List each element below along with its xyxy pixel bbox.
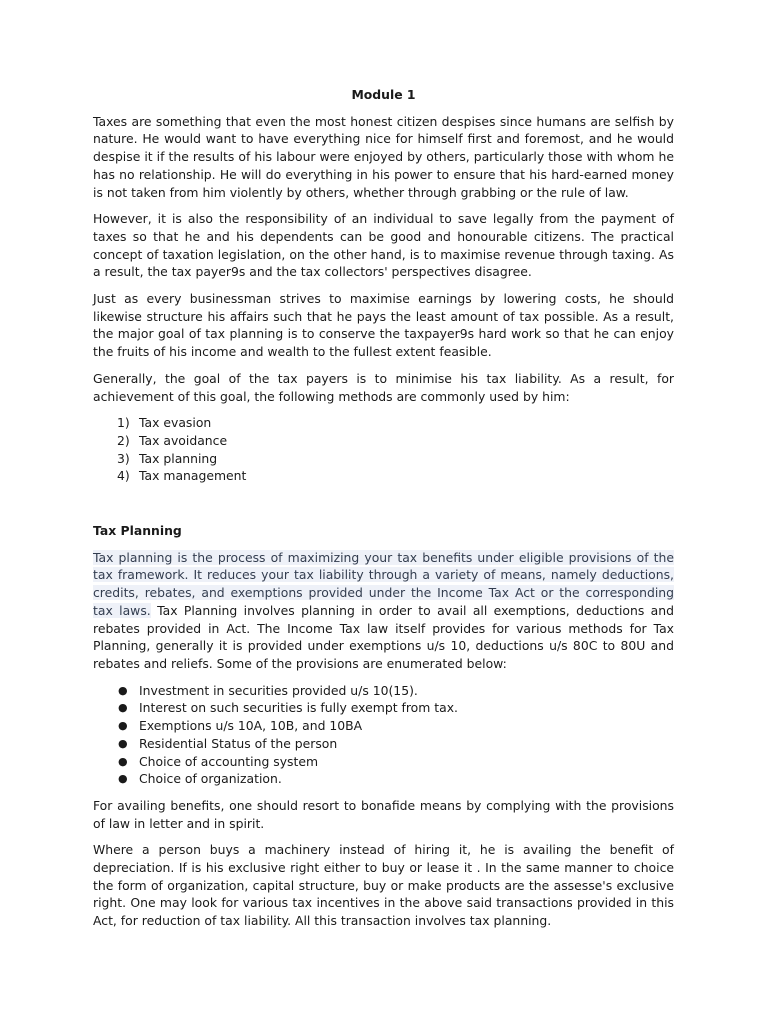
list-item [93, 414, 674, 432]
tax-planning-text: Tax Planning involves planning in order to avail all exemptions, deductions and rebates provided in Act. The Income Tax law itself provides for various methods for Tax Planning, generally it is provided under exemptions u/s 10, deductions u/s 80C to 80U and rebates and reliefs. Some of the provisions are enumerated below: [93, 602, 674, 671]
bullet-icon: ● [118, 772, 128, 786]
intro-paragraph-4: Generally, the goal of the tax payers is to minimise his tax liability. As a result, for achievement of this goal, the following methods are commonly used by him: [93, 370, 674, 404]
bullet-icon: ● [118, 736, 128, 750]
provisions-list [93, 682, 674, 788]
list-item [93, 432, 674, 450]
highlighted-definition: Tax planning is the process of maximizing your tax benefits under eligible provisions of the tax framework. It reduces your tax liability through a variety of means, namely deductions, credits, rebates, and exemptions provided under the Income Tax Act or the corresponding tax laws. [93, 549, 674, 618]
list-item-text: Tax avoidance [139, 432, 228, 448]
intro-paragraph-2: However, it is also the responsibility of an individual to save legally from the payment of taxes so that he and his dependents can be good and honourable citizens. The practical concept of taxation legislation, on the other hand, is to maximise revenue through taxing. As a result, the tax payer9s and the tax collectors' perspectives disagree. [93, 211, 674, 280]
section-heading-tax-planning: Tax Planning [93, 523, 182, 539]
list-marker: 4) [117, 468, 130, 484]
tax-planning-paragraph [93, 549, 674, 673]
list-item-text: Investment in securities provided u/s 10(15). [139, 682, 418, 698]
list-item-text: Exemptions u/s 10A, 10B, and 10BA [139, 718, 363, 734]
list-item [93, 699, 674, 717]
list-item [93, 450, 674, 468]
list-item [93, 682, 674, 700]
bullet-icon: ● [118, 701, 128, 715]
list-item-text: Tax planning [139, 450, 218, 466]
closing-paragraph-2: Where a person buys a machinery instead of hiring it, he is availing the benefit of depreciation. If is his exclusive right either to buy or lease it . In the same manner to choice the form of organization, capital structure, buy or make products are the assesse's exclusive right. One may look for various tax incentives in the above said transactions provided in this Act, for reduction of tax liability. All this transaction involves tax planning. [93, 842, 674, 929]
section-spacer [93, 494, 674, 522]
list-item-text: Choice of accounting system [139, 753, 319, 769]
methods-list [93, 414, 674, 485]
list-marker: 2) [117, 432, 130, 448]
list-item [93, 735, 674, 753]
list-marker: 1) [117, 415, 130, 431]
list-item-text: Tax management [139, 468, 247, 484]
list-item-text: Residential Status of the person [139, 735, 338, 751]
list-item [93, 467, 674, 485]
bullet-icon: ● [118, 754, 128, 768]
intro-paragraph-1: Taxes are something that even the most honest citizen despises since humans are selfish by nature. He would want to have everything nice for himself first and foremost, and he would despise it if the results of his labour were enjoyed by others, particularly those with whom he has no relationship. He will do everything in his power to ensure that his hard-earned money is not taken from him violently by others, whether through grabbing or the rule of law. [93, 113, 674, 200]
list-item-text: Choice of organization. [139, 771, 282, 787]
document-page [93, 86, 674, 939]
list-item [93, 717, 674, 735]
page-title: Module 1 [351, 87, 416, 102]
list-item-text: Tax evasion [139, 415, 212, 431]
bullet-icon: ● [118, 683, 128, 697]
list-item-text: Interest on such securities is fully exempt from tax. [139, 700, 458, 716]
bullet-icon: ● [118, 719, 128, 733]
closing-paragraph-1: For availing benefits, one should resort to bonafide means by complying with the provisions of law in letter and in spirit. [93, 797, 674, 831]
intro-paragraph-3: Just as every businessman strives to maximise earnings by lowering costs, he should likewise structure his affairs such that he pays the least amount of tax possible. As a result, the major goal of tax planning is to conserve the taxpayer9s hard work so that he can enjoy the fruits of his income and wealth to the fullest extent feasible. [93, 291, 674, 360]
list-item [93, 770, 674, 788]
list-item [93, 753, 674, 771]
list-marker: 3) [117, 450, 130, 466]
